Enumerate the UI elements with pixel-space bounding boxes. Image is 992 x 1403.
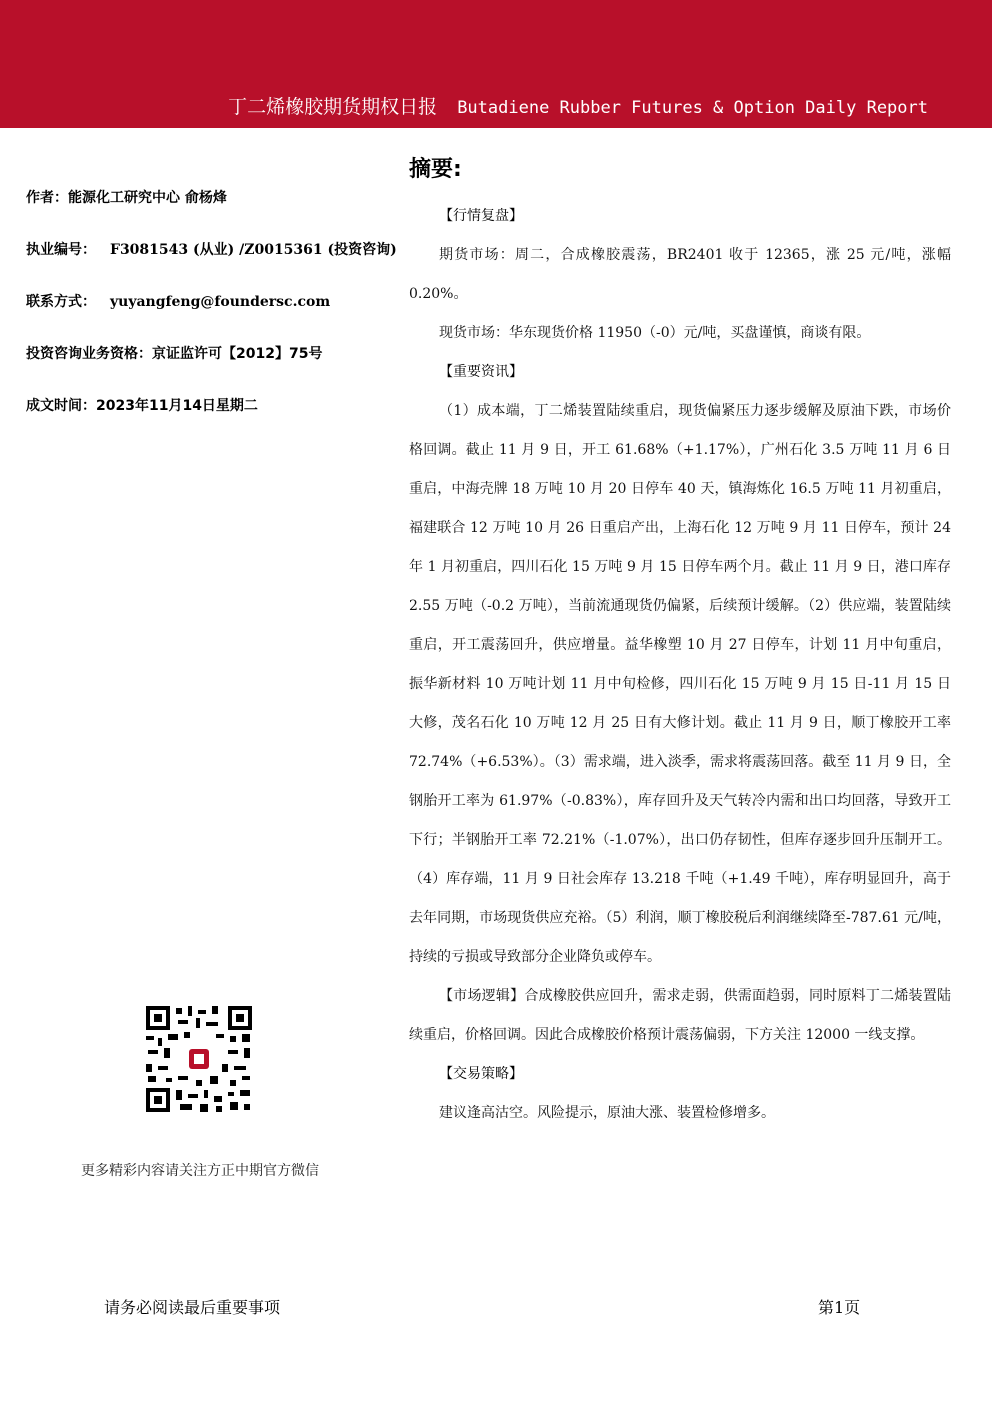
license-label: 执业编号： xyxy=(26,242,96,258)
qualification-value: 京证监许可【2012】75号 xyxy=(152,346,323,362)
logic-tag: 【市场逻辑】 xyxy=(439,988,525,1004)
qr-code-graphic xyxy=(144,1004,254,1114)
date-row xyxy=(26,394,386,446)
qualification-row xyxy=(26,342,386,394)
news-tag: 【重要资讯】 xyxy=(439,364,523,380)
logic-text: 合成橡胶供应回升，需求走弱，供需面趋弱，同时原料丁二烯装置陆续重启，价格回调。因此合成橡胶价格预计震荡偏弱，下方关注 12000 一线支撑。 xyxy=(409,988,952,1043)
logic-paragraph xyxy=(409,977,951,1055)
strategy-paragraph: 建议逢高沽空。风险提示，原油大涨、装置检修增多。 xyxy=(439,1105,775,1121)
report-title-cn: 丁二烯橡胶期货期权日报 xyxy=(228,96,438,118)
report-title xyxy=(228,92,928,119)
date-value: 2023年11月14日星期二 xyxy=(96,398,258,414)
contact-email[interactable]: yuyangfeng@foundersc.com xyxy=(110,294,331,310)
report-meta xyxy=(26,186,397,446)
qr-caption: 更多精彩内容请关注方正中期官方微信 xyxy=(81,1163,319,1179)
license-row xyxy=(26,238,397,290)
qr-code-icon xyxy=(144,1004,254,1114)
strategy-tag: 【交易策略】 xyxy=(439,1066,523,1082)
report-title-en: Butadiene Rubber Futures & Option Daily Report xyxy=(457,98,928,118)
footer-note: 请务必阅读最后重要事项 xyxy=(104,1298,281,1317)
abstract-title: 摘要: xyxy=(409,157,462,182)
author-row xyxy=(26,186,386,238)
header-band xyxy=(0,0,992,128)
contact-label: 联系方式： xyxy=(26,294,96,310)
author-value: 能源化工研究中心 俞杨烽 xyxy=(68,190,227,206)
license-value: F3081543 (从业) /Z0015361 (投资咨询) xyxy=(110,242,397,258)
spot-paragraph: 现货市场：华东现货价格 11950（-0）元/吨，买盘谨慎，商谈有限。 xyxy=(439,325,871,341)
contact-row xyxy=(26,290,386,342)
author-label: 作者： xyxy=(26,190,68,206)
page-number: 第1页 xyxy=(818,1298,861,1317)
qualification-label: 投资咨询业务资格： xyxy=(26,346,152,362)
date-label: 成文时间： xyxy=(26,398,96,414)
market-review-tag: 【行情复盘】 xyxy=(439,208,523,224)
futures-paragraph: 期货市场：周二，合成橡胶震荡，BR2401 收于 12365，涨 25 元/吨，涨幅 0.20%。 xyxy=(409,247,951,302)
abstract-section xyxy=(409,152,951,1133)
news-paragraph: （1）成本端，丁二烯装置陆续重启，现货偏紧压力逐步缓解及原油下跌，市场价格回调。截止 11 月 9 日，开工 61.68%（+1.17%），广州石化 3.5 万吨 11 月 6 日重启，中海壳牌 18 万吨 10 月 20 日停车 40 天，镇海炼化 16.5 万吨 11 月初重启，福建联合 12 万吨 10 月 26 日重启产出，上海石化 12 万吨 9 月 11 日停车，预计 24 年 1 月初重启，四川石化 15 万吨 9 月 15 日停车两个月。截止 11 月 9 日，港口库存 2.55 万吨（-0.2 万吨），当前流通现货仍偏紧，后续预计缓解。（2）供应端，装置陆续重启，开工震荡回升，供应增量。益华橡塑 10 月 27 日停车，计划 11 月中旬重启，振华新材料 10 万吨计划 11 月中旬检修，四川石化 15 万吨 9 月 15 日-11 月 15 日大修，茂名石化 10 万吨 12 月 25 日有大修计划。截止 11 月 9 日，顺丁橡胶开工率 72.74%（+6.53%）。（3）需求端，进入淡季，需求将震荡回落。截至 11 月 9 日，全钢胎开工率为 61.97%（-0.83%），库存回升及天气转冷内需和出口均回落，导致开工下行；半钢胎开工率 72.21%（-1.07%），出口仍存韧性，但库存逐步回升压制开工。（4）库存端，11 月 9 日社会库存 13.218 千吨（+1.49 千吨），库存明显回升，高于去年同期，市场现货供应充裕。（5）利润，顺丁橡胶税后利润继续降至-787.61 元/吨，持续的亏损或导致部分企业降负或停车。 xyxy=(409,403,951,965)
